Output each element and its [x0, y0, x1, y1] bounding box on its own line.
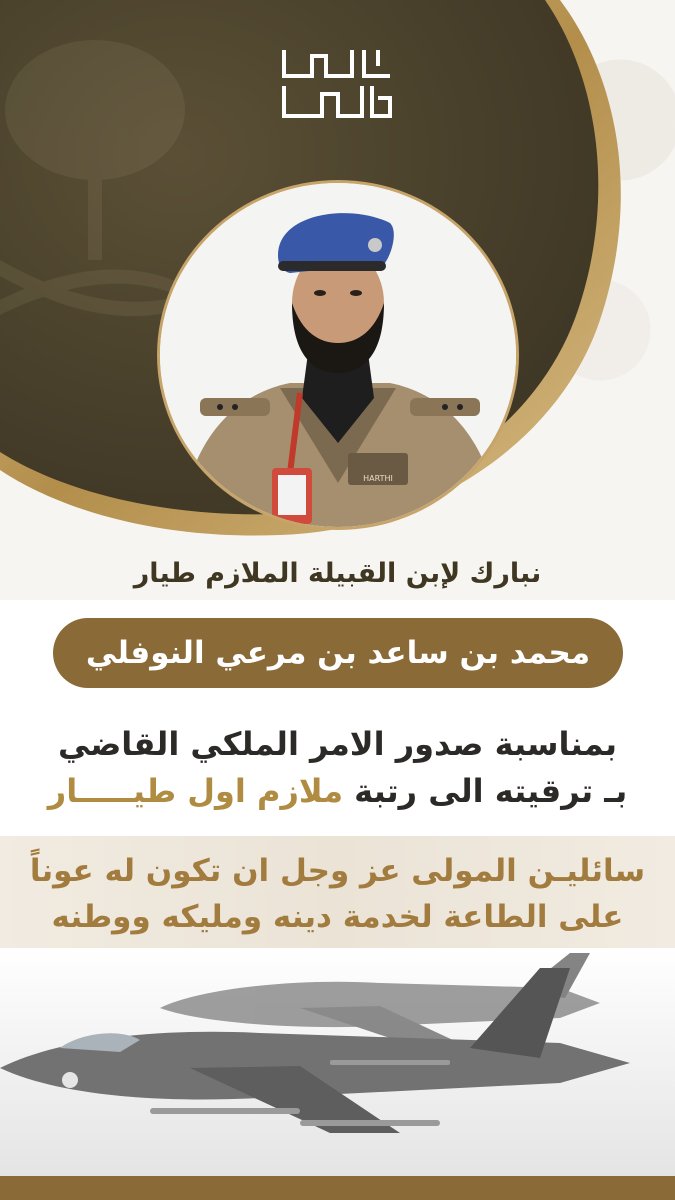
bottom-bar	[0, 1176, 675, 1200]
occasion-line-2	[0, 768, 675, 814]
honoree-name: محمد بن ساعد بن مرعي النوفلي	[85, 635, 591, 671]
name-banner	[53, 618, 623, 688]
prayer-line-1: سائليـن المولى عز وجل ان تكون له عوناً	[29, 853, 646, 889]
pilot-portrait-image	[160, 183, 516, 527]
new-rank: ملازم اول طيـــــار	[47, 772, 344, 810]
occasion-line-2-prefix: بـ ترقيته الى رتبة	[354, 772, 628, 810]
prayer-line-2: على الطاعة لخدمة دينه ومليكه ووطنه	[51, 899, 624, 935]
fighter-jets-image	[0, 948, 675, 1178]
prayer-band	[0, 836, 675, 948]
name-tag-text: HARTHI	[363, 474, 393, 483]
kufic-calligraphy-logo	[282, 46, 394, 122]
pilot-photo	[157, 180, 519, 530]
occasion-line-1: بمناسبة صدور الامر الملكي القاضي	[57, 725, 618, 763]
occasion-text	[0, 720, 675, 814]
congratulation-intro: نبارك لإبن القبيلة الملازم طيار	[133, 558, 542, 589]
